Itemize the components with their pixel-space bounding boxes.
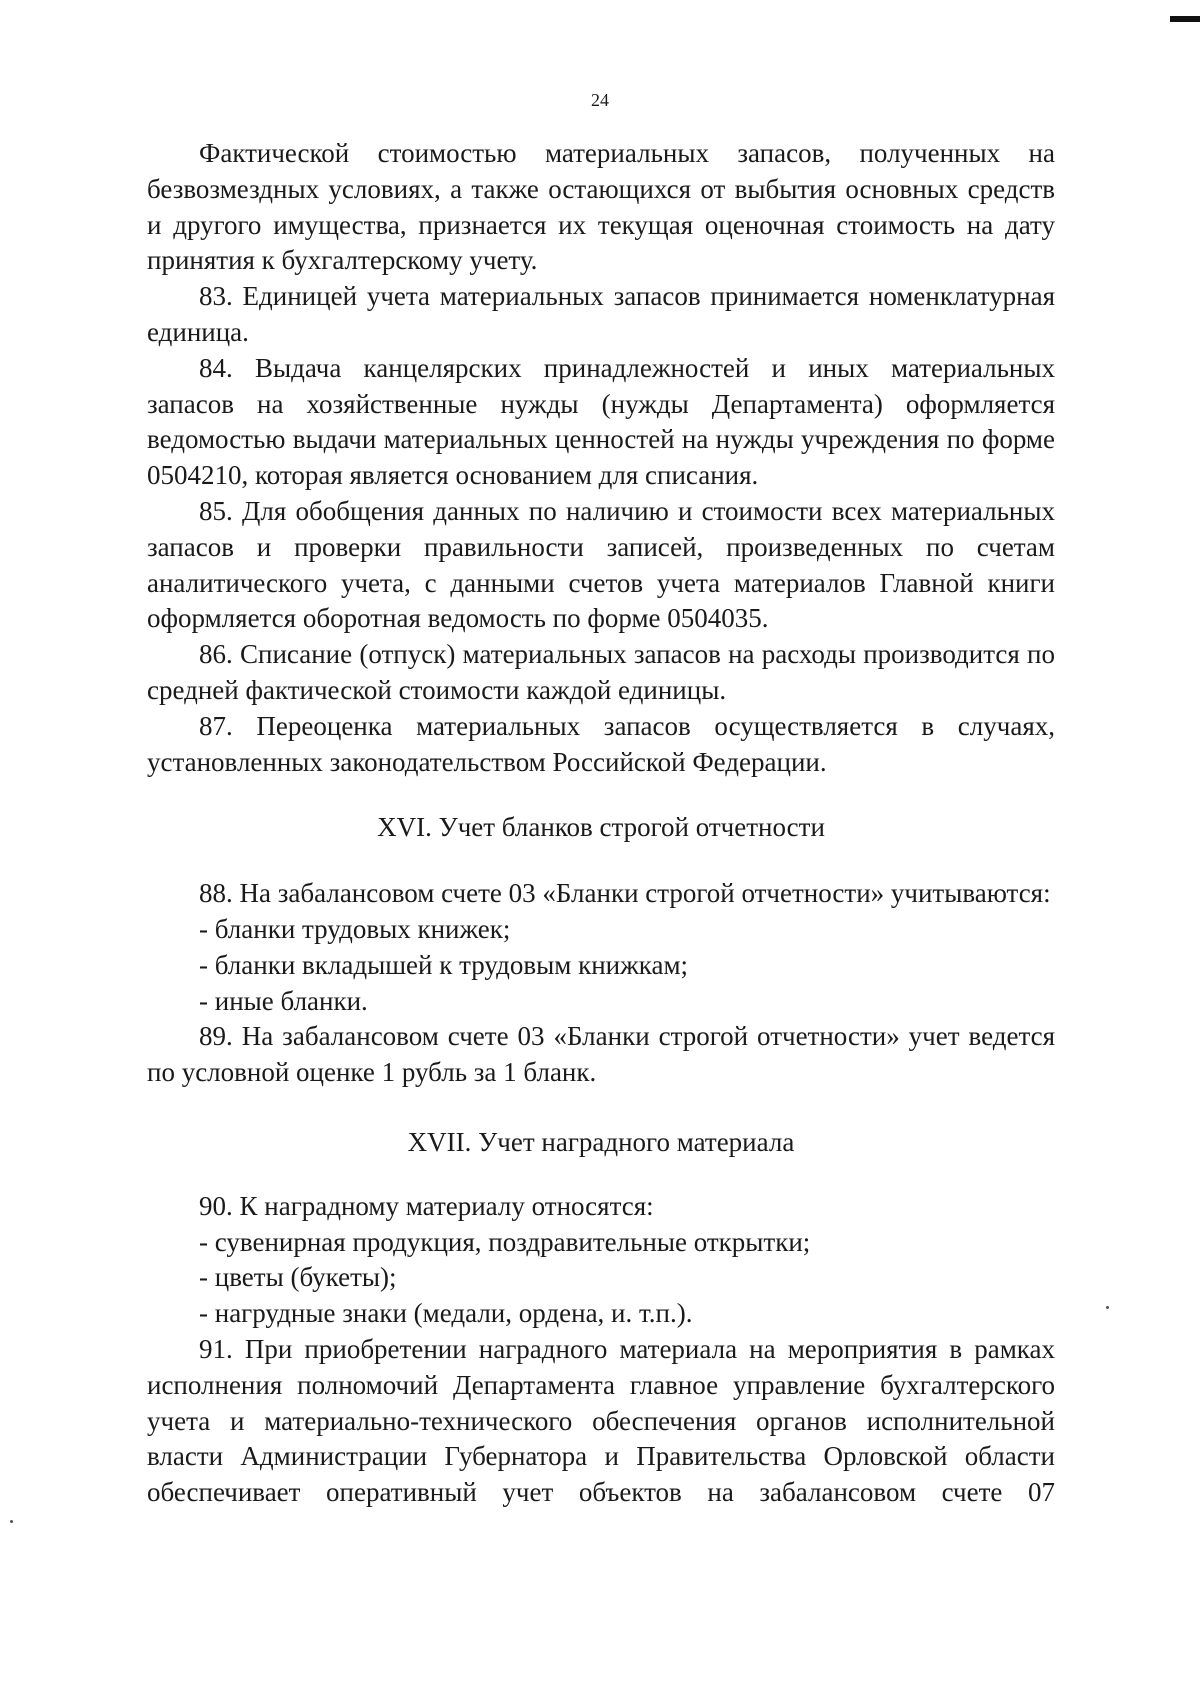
- section-heading-xvi: XVI. Учет бланков строгой отчетности: [377, 812, 825, 843]
- paragraph-material-cost: Фактической стоимостью материальных запасов, полученных на безвозмездных условиях, а также остающихся от выбытия основных средств и другого имущества, признается их текущая оценочная стоимость на дату принятия к бухгалтерскому учету.: [147, 138, 1055, 276]
- list-item: - иные бланки.: [199, 985, 368, 1016]
- paragraph-84: 84. Выдача канцелярских принадлежностей и иных материальных запасов на хозяйственные нужды (нужды Департамента) оформляется ведомостью выдачи материальных ценностей на нужды учреждения по форме 0504210, которая является основанием для списания.: [147, 352, 1055, 491]
- list-item: - сувенирная продукция, поздравительные открытки;: [199, 1226, 811, 1257]
- list-item: - бланки трудовых книжек;: [199, 913, 511, 944]
- scan-speck: [1106, 1306, 1109, 1309]
- paragraph-91: 91. При приобретении наградного материала на мероприятия в рамках исполнения полномочий Департамента главное управление бухгалтерского учета и материально-технического обеспечения органов исполнительной власти Администрации Губернатора и Правительства Орловской области обеспечивает оперативный учет объектов на забалансовом счете 07: [147, 1333, 1055, 1508]
- section-heading-xvii: XVII. Учет наградного материала: [407, 1126, 795, 1157]
- paragraph-87: 87. Переоценка материальных запасов осуществляется в случаях, установленных законодательством Российской Федерации.: [147, 710, 1055, 777]
- paragraph-89: 89. На забалансовом счете 03 «Бланки строгой отчетности» учет ведется по условной оценке 1 рубль за 1 бланк.: [147, 1021, 1055, 1088]
- page-number: 24: [591, 90, 609, 110]
- paragraph-83: 83. Единицей учета материальных запасов принимается номенклатурная единица.: [147, 281, 1055, 347]
- list-item: - бланки вкладышей к трудовым книжкам;: [199, 949, 689, 980]
- scan-speck: [10, 1520, 13, 1523]
- paragraph-86: 86. Списание (отпуск) материальных запасов на расходы производится по средней фактической стоимости каждой единицы.: [147, 639, 1055, 705]
- paragraph-85: 85. Для обобщения данных по наличию и стоимости всех материальных запасов и проверки правильности записей, произведенных по счетам аналитического учета, с данными счетов учета материалов Главной книги оформляется оборотная ведомость по форме 0504035.: [147, 495, 1055, 634]
- document-body: [147, 136, 1055, 1511]
- scan-edge-mark: [1170, 16, 1200, 22]
- paragraph-90: 90. К наградному материалу относятся:: [199, 1190, 654, 1221]
- list-item: - нагрудные знаки (медали, ордена, и. т.п.).: [199, 1298, 693, 1329]
- paragraph-88: 88. На забалансовом счете 03 «Бланки строгой отчетности» учитываются:: [199, 878, 1051, 909]
- list-item: - цветы (букеты);: [199, 1262, 397, 1293]
